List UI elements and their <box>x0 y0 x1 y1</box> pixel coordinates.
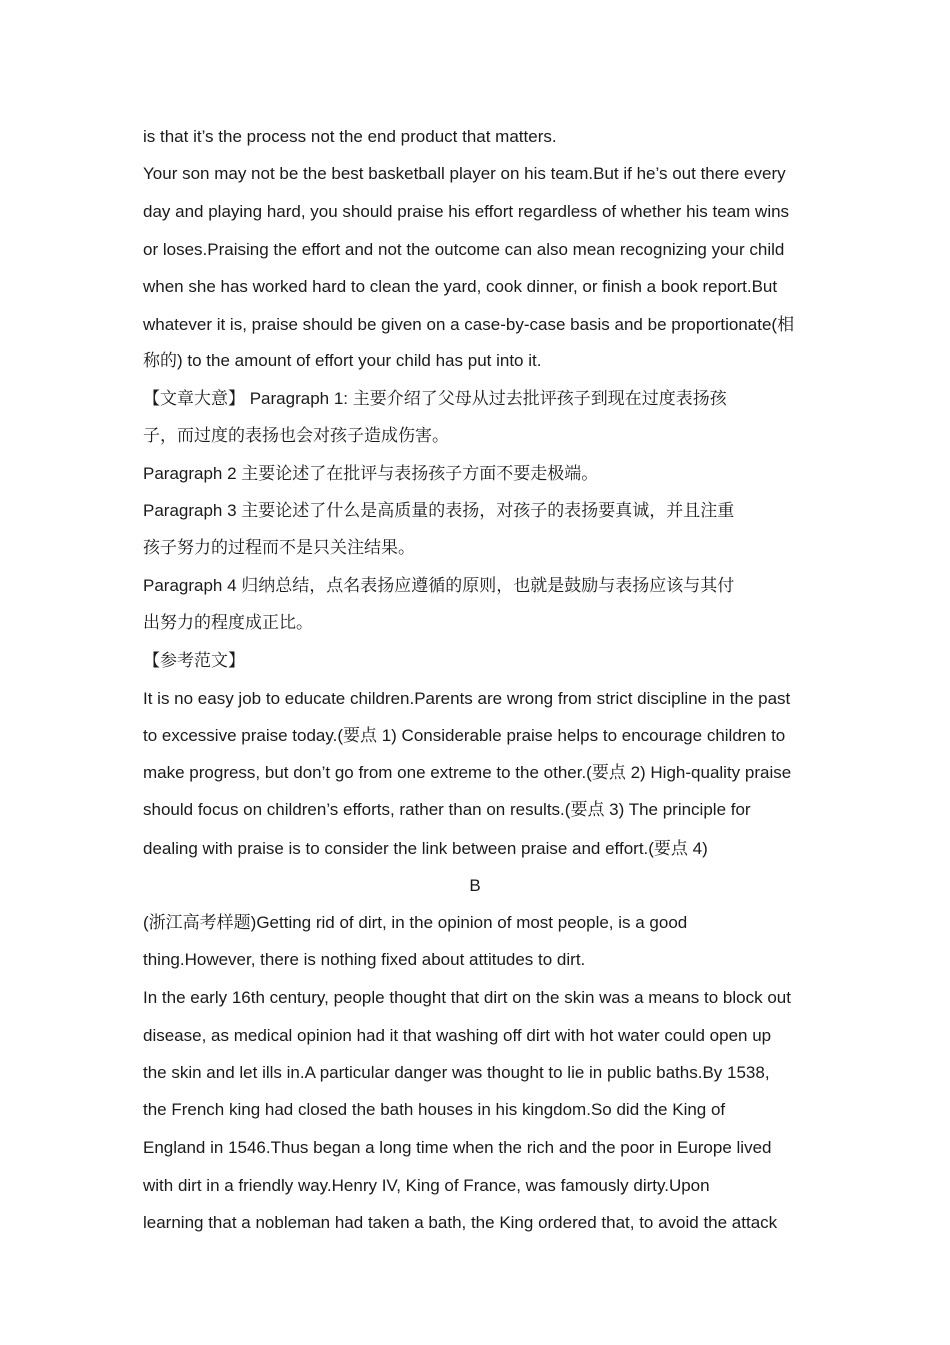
text-line: thing.However, there is nothing fixed about attitudes to dirt. <box>143 950 586 969</box>
text-line: or loses.Praising the effort and not the outcome can also mean recognizing your child <box>143 240 785 259</box>
text-line: learning that a nobleman had taken a bath, the King ordered that, to avoid the attack <box>143 1213 778 1232</box>
text-line: the French king had closed the bath houses in his kingdom.So did the King of <box>143 1100 726 1119</box>
text-line: should focus on children’s efforts, rather than on results.(要点 3) The principle for <box>143 800 751 819</box>
text-line: the skin and let ills in.A particular danger was thought to lie in public baths.By 1538, <box>143 1063 770 1082</box>
text-line: 出努力的程度成正比。 <box>143 613 313 632</box>
text-line: 称的) to the amount of effort your child has put into it. <box>143 351 542 370</box>
text-line: (浙江高考样题)Getting rid of dirt, in the opinion of most people, is a good <box>143 913 688 932</box>
text-line: whatever it is, praise should be given on a case-by-case basis and be proportionate(相 <box>143 315 795 334</box>
text-line: when she has worked hard to clean the yard, cook dinner, or finish a book report.But <box>143 277 778 296</box>
text-line: Paragraph 2 主要论述了在批评与表扬孩子方面不要走极端。 <box>143 464 599 483</box>
text-line: Paragraph 3 主要论述了什么是高质量的表扬，对孩子的表扬要真诚，并且注重 <box>143 501 735 520</box>
text-line: 子，而过度的表扬也会对孩子造成伤害。 <box>143 426 449 445</box>
text-line: dealing with praise is to consider the link between praise and effort.(要点 4) <box>143 839 708 858</box>
text-line: 孩子努力的过程而不是只关注结果。 <box>143 538 415 557</box>
text-line: Your son may not be the best basketball player on his team.But if he’s out there every <box>143 164 786 183</box>
sample-essay-heading: 【参考范文】 <box>143 651 245 670</box>
text-line: with dirt in a friendly way.Henry IV, King of France, was famously dirty.Upon <box>143 1176 710 1195</box>
text-line: make progress, but don’t go from one extreme to the other.(要点 2) High-quality praise <box>143 763 792 782</box>
text-line: disease, as medical opinion had it that washing off dirt with hot water could open up <box>143 1026 772 1045</box>
section-heading-b: B <box>469 876 481 895</box>
text-line: is that it’s the process not the end product that matters. <box>143 127 557 146</box>
text-line: Paragraph 4 归纳总结，点名表扬应遵循的原则，也就是鼓励与表扬应该与其付 <box>143 576 735 595</box>
text-line: day and playing hard, you should praise his effort regardless of whether his team wins <box>143 202 790 221</box>
text-line: It is no easy job to educate children.Parents are wrong from strict discipline in the past <box>143 689 791 708</box>
text-line: In the early 16th century, people thought that dirt on the skin was a means to block out <box>143 988 791 1007</box>
text-line: England in 1546.Thus began a long time when the rich and the poor in Europe lived <box>143 1138 772 1157</box>
summary-heading-line: 【文章大意】 Paragraph 1: 主要介绍了父母从过去批评孩子到现在过度表扬孩 <box>143 389 727 408</box>
text-line: to excessive praise today.(要点 1) Considerable praise helps to encourage children to <box>143 726 786 745</box>
